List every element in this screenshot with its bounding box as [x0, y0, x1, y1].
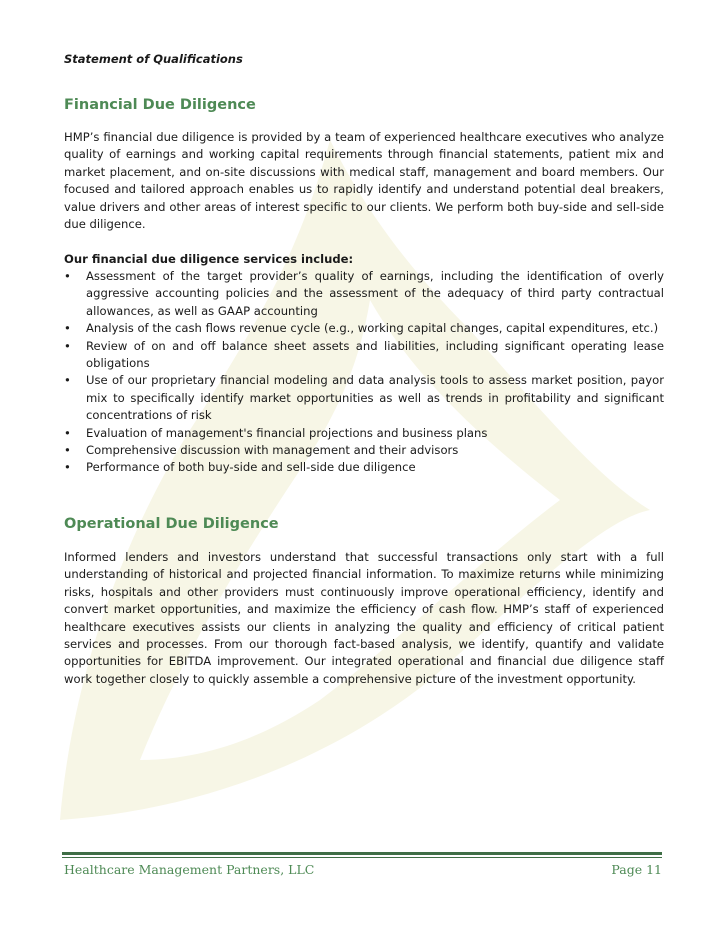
list-item	[64, 268, 664, 320]
footer-page-number: Page 11	[611, 862, 662, 877]
service-text: Performance of both buy-side and sell-side due diligence	[86, 460, 416, 475]
bullet-glyph: •	[64, 425, 71, 440]
bullet-glyph: •	[64, 443, 71, 458]
list-item	[64, 425, 664, 442]
document-label: Statement of Qualifications	[64, 52, 243, 66]
bullet-glyph: •	[64, 460, 71, 475]
service-text: Evaluation of management's financial projections and business plans	[86, 425, 488, 440]
footer-rule-thin	[62, 857, 662, 858]
list-item	[64, 320, 664, 337]
service-text: Use of our proprietary financial modeling and data analysis tools to assess market position, payor mix to specifically identify market opportunities as well as trends in profitability and significant concentrations of risk	[86, 373, 664, 423]
list-item	[64, 338, 664, 373]
operational-paragraph: Informed lenders and investors understand that successful transactions only start with a full understanding of historical and projected financial information. To maximize returns while minimizing risks, hospitals and other providers must continuously improve operational efficiency, identify and convert market opportunities, and maximize the efficiency of cash flow. HMP’s staff of experienced healthcare executives assists our clients in analyzing the quality and efficiency of critical patient services and processes. From our thorough fact-based analysis, we identify, quantify and validate opportunities for EBITDA improvement. Our integrated operational and financial due diligence staff work together closely to quickly assemble a comprehensive picture of the investment opportunity.	[64, 550, 664, 686]
bullet-glyph: •	[64, 269, 71, 283]
bullet-glyph: •	[64, 338, 71, 353]
list-item	[64, 459, 664, 476]
services-heading: Our financial due diligence services include:	[64, 252, 354, 266]
service-text: Review of on and off balance sheet assets and liabilities, including significant operating lease obligations	[86, 338, 664, 371]
bullet-glyph: •	[64, 321, 71, 336]
service-text: Analysis of the cash flows revenue cycle (e.g., working capital changes, capital expenditures, etc.)	[86, 321, 659, 336]
operational-heading: Operational Due Diligence	[64, 516, 279, 532]
financial-paragraph: HMP’s financial due diligence is provided by a team of experienced healthcare executives who analyze quality of earnings and working capital requirements through financial statements, patient mix and market placement, and on-site discussions with medical staff, management and board members. Our focused and tailored approach enables us to rapidly identify and understand potential deal breakers, value drivers and other areas of interest specific to our clients. We perform both buy-side and sell-side due diligence.	[64, 130, 664, 232]
footer-rule	[62, 852, 662, 855]
service-text: Comprehensive discussion with management and their advisors	[86, 443, 459, 458]
financial-heading: Financial Due Diligence	[64, 97, 256, 113]
service-text: Assessment of the target provider’s quality of earnings, including the identification of overly aggressive accounting policies and the assessment of the adequacy of third party contractual allowances, as well as GAAP accounting	[86, 269, 664, 318]
list-item	[64, 372, 664, 424]
list-item	[64, 442, 664, 459]
footer-company: Healthcare Management Partners, LLC	[64, 862, 315, 877]
bullet-glyph: •	[64, 373, 71, 388]
services-list	[64, 268, 664, 477]
